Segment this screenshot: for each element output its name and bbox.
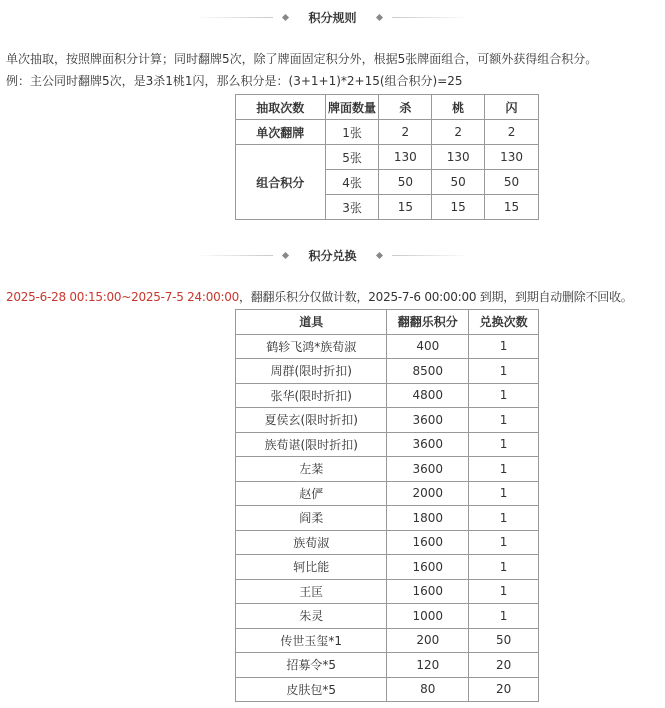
table-cell: 130 [432, 145, 485, 170]
points-cell: 1800 [387, 506, 469, 531]
points-cell: 3600 [387, 432, 469, 457]
points-cell: 8500 [387, 359, 469, 384]
section-title-rules [0, 7, 665, 27]
header-cell: 闪 [485, 95, 539, 120]
table-header-row [236, 95, 539, 120]
table-cell: 2 [432, 120, 485, 145]
exchange-limit-cell: 1 [469, 530, 539, 555]
header-cell: 杀 [379, 95, 432, 120]
table-row [236, 555, 539, 580]
table-row [236, 457, 539, 482]
diamond-icon [282, 13, 289, 20]
exchange-limit-cell: 50 [469, 628, 539, 653]
table-row [236, 506, 539, 531]
item-name-cell: 王匡 [236, 579, 387, 604]
section-title-exchange [0, 245, 665, 265]
item-name-cell: 皮肤包*5 [236, 677, 387, 702]
exchange-notice [6, 289, 633, 305]
table-cell: 2 [485, 120, 539, 145]
table-row [236, 408, 539, 433]
points-cell: 400 [387, 334, 469, 359]
item-name-cell: 族荀谌(限时折扣) [236, 432, 387, 457]
header-cell: 牌面数量 [325, 95, 379, 120]
table-cell: 50 [485, 170, 539, 195]
section-title-text: 积分规则 [308, 10, 357, 25]
item-name-cell: 朱灵 [236, 604, 387, 629]
points-cell: 2000 [387, 481, 469, 506]
table-row [236, 120, 539, 145]
table-row [236, 334, 539, 359]
header-cell: 道具 [236, 310, 387, 335]
points-cell: 120 [387, 653, 469, 678]
table-cell: 2 [379, 120, 432, 145]
table-cell: 15 [485, 195, 539, 220]
item-name-cell: 周群(限时折扣) [236, 359, 387, 384]
points-cell: 1600 [387, 579, 469, 604]
diamond-icon [375, 251, 382, 258]
row-label: 组合积分 [236, 145, 326, 220]
table-header-row [236, 310, 539, 335]
points-cell: 1600 [387, 530, 469, 555]
points-cell: 80 [387, 677, 469, 702]
exchange-limit-cell: 1 [469, 432, 539, 457]
divider-line [392, 255, 470, 256]
exchange-limit-cell: 1 [469, 334, 539, 359]
item-name-cell: 轲比能 [236, 555, 387, 580]
table-row [236, 530, 539, 555]
exchange-limit-cell: 1 [469, 481, 539, 506]
points-cell: 3600 [387, 408, 469, 433]
item-name-cell: 张华(限时折扣) [236, 383, 387, 408]
item-name-cell: 夏侯玄(限时折扣) [236, 408, 387, 433]
table-row [236, 653, 539, 678]
header-cell: 翻翻乐积分 [387, 310, 469, 335]
table-cell: 130 [379, 145, 432, 170]
table-cell: 15 [432, 195, 485, 220]
points-cell: 3600 [387, 457, 469, 482]
exchange-limit-cell: 1 [469, 359, 539, 384]
header-cell: 兑换次数 [469, 310, 539, 335]
divider-line [195, 255, 273, 256]
exchange-period: 2025-6-28 00:15:00~2025-7-5 24:00:00 [6, 290, 240, 304]
exchange-limit-cell: 1 [469, 506, 539, 531]
diamond-icon [375, 13, 382, 20]
table-cell: 50 [379, 170, 432, 195]
table-cell: 130 [485, 145, 539, 170]
table-row [236, 677, 539, 702]
item-name-cell: 阎柔 [236, 506, 387, 531]
item-name-cell: 鹤轸飞鸿*族荀淑 [236, 334, 387, 359]
exchange-limit-cell: 1 [469, 457, 539, 482]
exchange-limit-cell: 1 [469, 383, 539, 408]
table-row [236, 432, 539, 457]
table-cell: 15 [379, 195, 432, 220]
diamond-icon [282, 251, 289, 258]
exchange-table [235, 309, 539, 702]
item-name-cell: 招募令*5 [236, 653, 387, 678]
exchange-limit-cell: 1 [469, 604, 539, 629]
table-cell: 4张 [325, 170, 379, 195]
item-name-cell: 族荀淑 [236, 530, 387, 555]
divider-line [392, 17, 470, 18]
item-name-cell: 传世玉玺*1 [236, 628, 387, 653]
table-row [236, 481, 539, 506]
divider-line [195, 17, 273, 18]
item-name-cell: 左棻 [236, 457, 387, 482]
header-cell: 抽取次数 [236, 95, 326, 120]
table-row [236, 145, 539, 170]
exchange-limit-cell: 20 [469, 653, 539, 678]
table-row [236, 628, 539, 653]
table-row [236, 383, 539, 408]
header-cell: 桃 [432, 95, 485, 120]
table-row [236, 604, 539, 629]
table-cell: 5张 [325, 145, 379, 170]
exchange-note: ，翻翻乐积分仅做计数，2025-7-6 00:00:00 到期，到期自动删除不回收。 [239, 290, 633, 304]
table-row [236, 579, 539, 604]
item-name-cell: 赵俨 [236, 481, 387, 506]
table-cell: 3张 [325, 195, 379, 220]
rules-table [235, 94, 539, 220]
row-label: 单次翻牌 [236, 120, 326, 145]
rules-description: 单次抽取，按照牌面积分计算；同时翻牌5次，除了牌面固定积分外，根据5张牌面组合，可额外获得组合积分。 [6, 52, 598, 66]
points-cell: 1000 [387, 604, 469, 629]
points-cell: 200 [387, 628, 469, 653]
exchange-limit-cell: 1 [469, 408, 539, 433]
table-cell: 1张 [325, 120, 379, 145]
exchange-limit-cell: 1 [469, 555, 539, 580]
rules-example: 例：主公同时翻牌5次，是3杀1桃1闪，那么积分是：(3+1+1)*2+15(组合积分)=25 [6, 74, 463, 88]
points-cell: 4800 [387, 383, 469, 408]
table-row [236, 359, 539, 384]
section-title-text: 积分兑换 [308, 248, 357, 263]
table-cell: 50 [432, 170, 485, 195]
points-cell: 1600 [387, 555, 469, 580]
exchange-limit-cell: 20 [469, 677, 539, 702]
exchange-limit-cell: 1 [469, 579, 539, 604]
